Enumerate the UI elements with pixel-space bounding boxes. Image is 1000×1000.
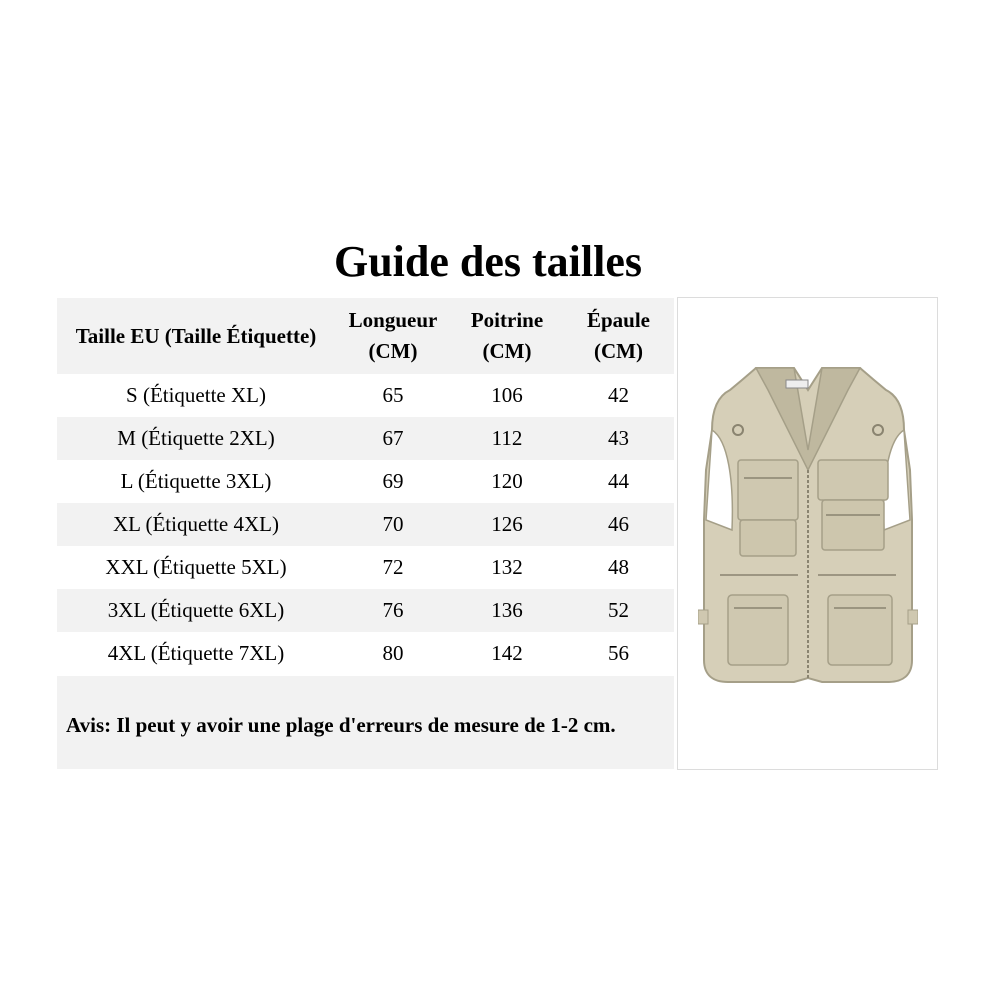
header-length-unit: (CM) [368,339,418,363]
cell-length: 80 [382,641,404,665]
cell-size: M (Étiquette 2XL) [117,426,275,450]
table-row [57,503,674,546]
cell-length: 69 [382,469,404,493]
header-length [335,298,451,374]
table-row [57,589,674,632]
cell-length: 67 [382,426,404,450]
cell-length: 70 [382,512,404,536]
cell-length: 72 [382,555,404,579]
cell-size: XL (Étiquette 4XL) [112,512,279,536]
page-title: Guide des tailles [333,237,643,286]
header-shoulder-unit: (CM) [594,339,643,363]
header-chest-unit: (CM) [482,339,532,363]
cell-chest: 106 [491,383,523,407]
header-shoulder-label: Épaule [586,308,651,332]
header-size [57,298,335,374]
header-chest-label: Poitrine [470,308,544,332]
vest-icon [698,360,918,710]
cell-chest: 120 [491,469,523,493]
cell-length: 65 [382,383,404,407]
cell-length: 76 [382,598,404,622]
cell-shoulder: 52 [608,598,629,622]
header-size-label: Taille EU (Taille Étiquette) [75,323,317,348]
cell-shoulder: 43 [608,426,629,450]
measurement-notice: Avis: Il peut y avoir une plage d'erreurs de mesure de 1-2 cm. [66,713,616,737]
cell-chest: 132 [491,555,523,579]
cell-chest: 112 [491,426,523,450]
cell-size: 4XL (Étiquette 7XL) [107,641,285,665]
cell-size: S (Étiquette XL) [126,383,266,407]
size-table [57,298,674,675]
product-image [677,297,938,770]
cell-chest: 142 [491,641,523,665]
cell-size: 3XL (Étiquette 6XL) [107,598,285,622]
table-row [57,417,674,460]
cell-size: XXL (Étiquette 5XL) [105,555,287,579]
table-row [57,546,674,589]
cell-shoulder: 48 [608,555,629,579]
header-shoulder [563,298,674,374]
cell-chest: 136 [491,598,523,622]
table-row [57,632,674,675]
cell-shoulder: 56 [608,641,629,665]
cell-size: L (Étiquette 3XL) [120,469,272,493]
cell-shoulder: 42 [608,383,629,407]
table-row [57,460,674,503]
table-header-row [57,298,674,374]
header-length-label: Longueur [348,308,438,332]
cell-shoulder: 44 [608,469,629,493]
table-row [57,374,674,417]
cell-shoulder: 46 [608,512,629,536]
cell-chest: 126 [491,512,523,536]
header-chest [451,298,563,374]
